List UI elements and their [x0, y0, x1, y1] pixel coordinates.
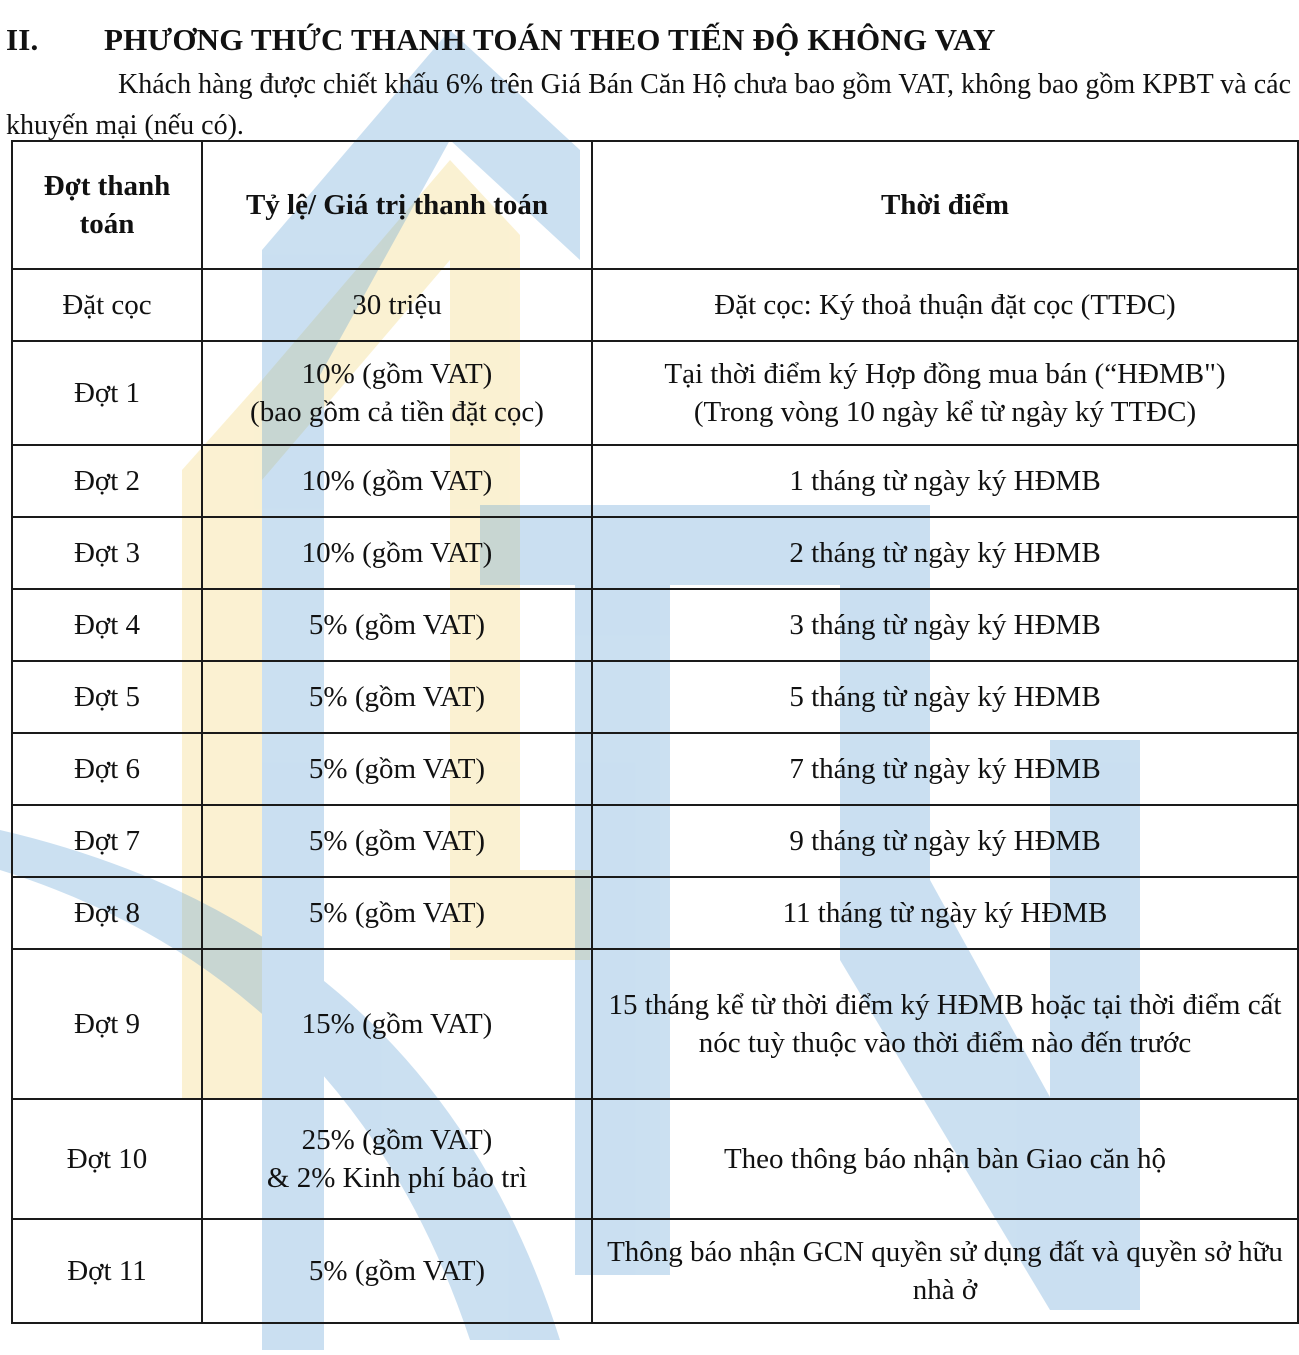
installment-cell: Đợt 10 — [12, 1099, 202, 1219]
timing-line: 9 tháng từ ngày ký HĐMB — [789, 825, 1101, 857]
timing-cell — [592, 877, 1298, 949]
table-row — [12, 269, 1298, 341]
rate-line: 5% (gồm VAT) — [308, 1255, 486, 1287]
table-header-row — [12, 141, 1298, 269]
installment-cell: Đợt 8 — [12, 877, 202, 949]
header-rate: Tỷ lệ/ Giá trị thanh toán — [202, 141, 592, 269]
header-timing: Thời điểm — [592, 141, 1298, 269]
timing-line: 5 tháng từ ngày ký HĐMB — [789, 681, 1101, 713]
rate-cell — [202, 805, 592, 877]
rate-line: (bao gồm cả tiền đặt cọc) — [250, 396, 544, 428]
timing-line: 11 tháng từ ngày ký HĐMB — [782, 897, 1108, 929]
installment-cell: Đợt 2 — [12, 445, 202, 517]
timing-line: Đặt cọc: Ký thoả thuận đặt cọc (TTĐC) — [714, 289, 1176, 321]
rate-line: 5% (gồm VAT) — [308, 681, 486, 713]
rate-line: & 2% Kinh phí bảo trì — [266, 1162, 528, 1194]
timing-cell — [592, 661, 1298, 733]
timing-line: 7 tháng từ ngày ký HĐMB — [789, 753, 1101, 785]
rate-line: 15% (gồm VAT) — [301, 1008, 493, 1040]
table-row — [12, 1099, 1298, 1219]
timing-line: (Trong vòng 10 ngày kể từ ngày ký TTĐC) — [693, 396, 1197, 428]
rate-line: 10% (gồm VAT) — [301, 465, 493, 497]
timing-cell — [592, 949, 1298, 1099]
table-row — [12, 517, 1298, 589]
installment-cell: Đợt 7 — [12, 805, 202, 877]
rate-line: 10% (gồm VAT) — [301, 358, 493, 390]
timing-cell — [592, 517, 1298, 589]
rate-cell — [202, 733, 592, 805]
installment-cell: Đợt 5 — [12, 661, 202, 733]
timing-cell — [592, 445, 1298, 517]
installment-cell: Đợt 11 — [12, 1219, 202, 1323]
table-row — [12, 341, 1298, 445]
table-row — [12, 445, 1298, 517]
installment-cell: Đợt 6 — [12, 733, 202, 805]
rate-line: 25% (gồm VAT) — [301, 1124, 493, 1156]
rate-cell — [202, 1099, 592, 1219]
installment-cell: Đặt cọc — [12, 269, 202, 341]
installment-cell: Đợt 4 — [12, 589, 202, 661]
table-row — [12, 733, 1298, 805]
rate-line: 5% (gồm VAT) — [308, 609, 486, 641]
table-row — [12, 1219, 1298, 1323]
timing-cell — [592, 269, 1298, 341]
payment-schedule-table — [11, 140, 1299, 1324]
timing-line: Tại thời điểm ký Hợp đồng mua bán (“HĐMB") — [664, 358, 1226, 390]
timing-line: 2 tháng từ ngày ký HĐMB — [789, 537, 1101, 569]
timing-cell — [592, 1099, 1298, 1219]
timing-line: Theo thông báo nhận bàn Giao căn hộ — [723, 1143, 1167, 1175]
table-row — [12, 805, 1298, 877]
section-number: II. — [6, 22, 39, 57]
table-row — [12, 877, 1298, 949]
installment-cell: Đợt 3 — [12, 517, 202, 589]
rate-cell — [202, 517, 592, 589]
rate-cell — [202, 341, 592, 445]
rate-line: 30 triệu — [352, 289, 442, 321]
table-row — [12, 589, 1298, 661]
table-row — [12, 661, 1298, 733]
rate-cell — [202, 661, 592, 733]
timing-line: 15 tháng kể từ thời điểm ký HĐMB hoặc tại thời điểm cất nóc tuỳ thuộc vào thời điểm nào đến trước — [608, 989, 1282, 1059]
installment-cell: Đợt 9 — [12, 949, 202, 1099]
rate-line: 10% (gồm VAT) — [301, 537, 493, 569]
header-installment: Đợt thanh toán — [12, 141, 202, 269]
rate-line: 5% (gồm VAT) — [308, 753, 486, 785]
timing-cell — [592, 1219, 1298, 1323]
timing-line: 3 tháng từ ngày ký HĐMB — [789, 609, 1101, 641]
installment-cell: Đợt 1 — [12, 341, 202, 445]
table-row — [12, 949, 1298, 1099]
rate-cell — [202, 1219, 592, 1323]
timing-cell — [592, 733, 1298, 805]
section-title: PHƯƠNG THỨC THANH TOÁN THEO TIẾN ĐỘ KHÔNG VAY — [104, 22, 996, 57]
timing-line: 1 tháng từ ngày ký HĐMB — [789, 465, 1101, 497]
rate-line: 5% (gồm VAT) — [308, 897, 486, 929]
timing-line: Thông báo nhận GCN quyền sử dụng đất và quyền sở hữu nhà ở — [607, 1236, 1283, 1306]
rate-cell — [202, 877, 592, 949]
intro-paragraph: Khách hàng được chiết khấu 6% trên Giá Bán Căn Hộ chưa bao gồm VAT, không bao gồm KPBT và các khuyến mại (nếu có). — [6, 69, 1291, 141]
rate-cell — [202, 269, 592, 341]
section-heading — [6, 22, 996, 58]
timing-cell — [592, 341, 1298, 445]
timing-cell — [592, 805, 1298, 877]
rate-cell — [202, 445, 592, 517]
rate-cell — [202, 949, 592, 1099]
rate-cell — [202, 589, 592, 661]
timing-cell — [592, 589, 1298, 661]
rate-line: 5% (gồm VAT) — [308, 825, 486, 857]
